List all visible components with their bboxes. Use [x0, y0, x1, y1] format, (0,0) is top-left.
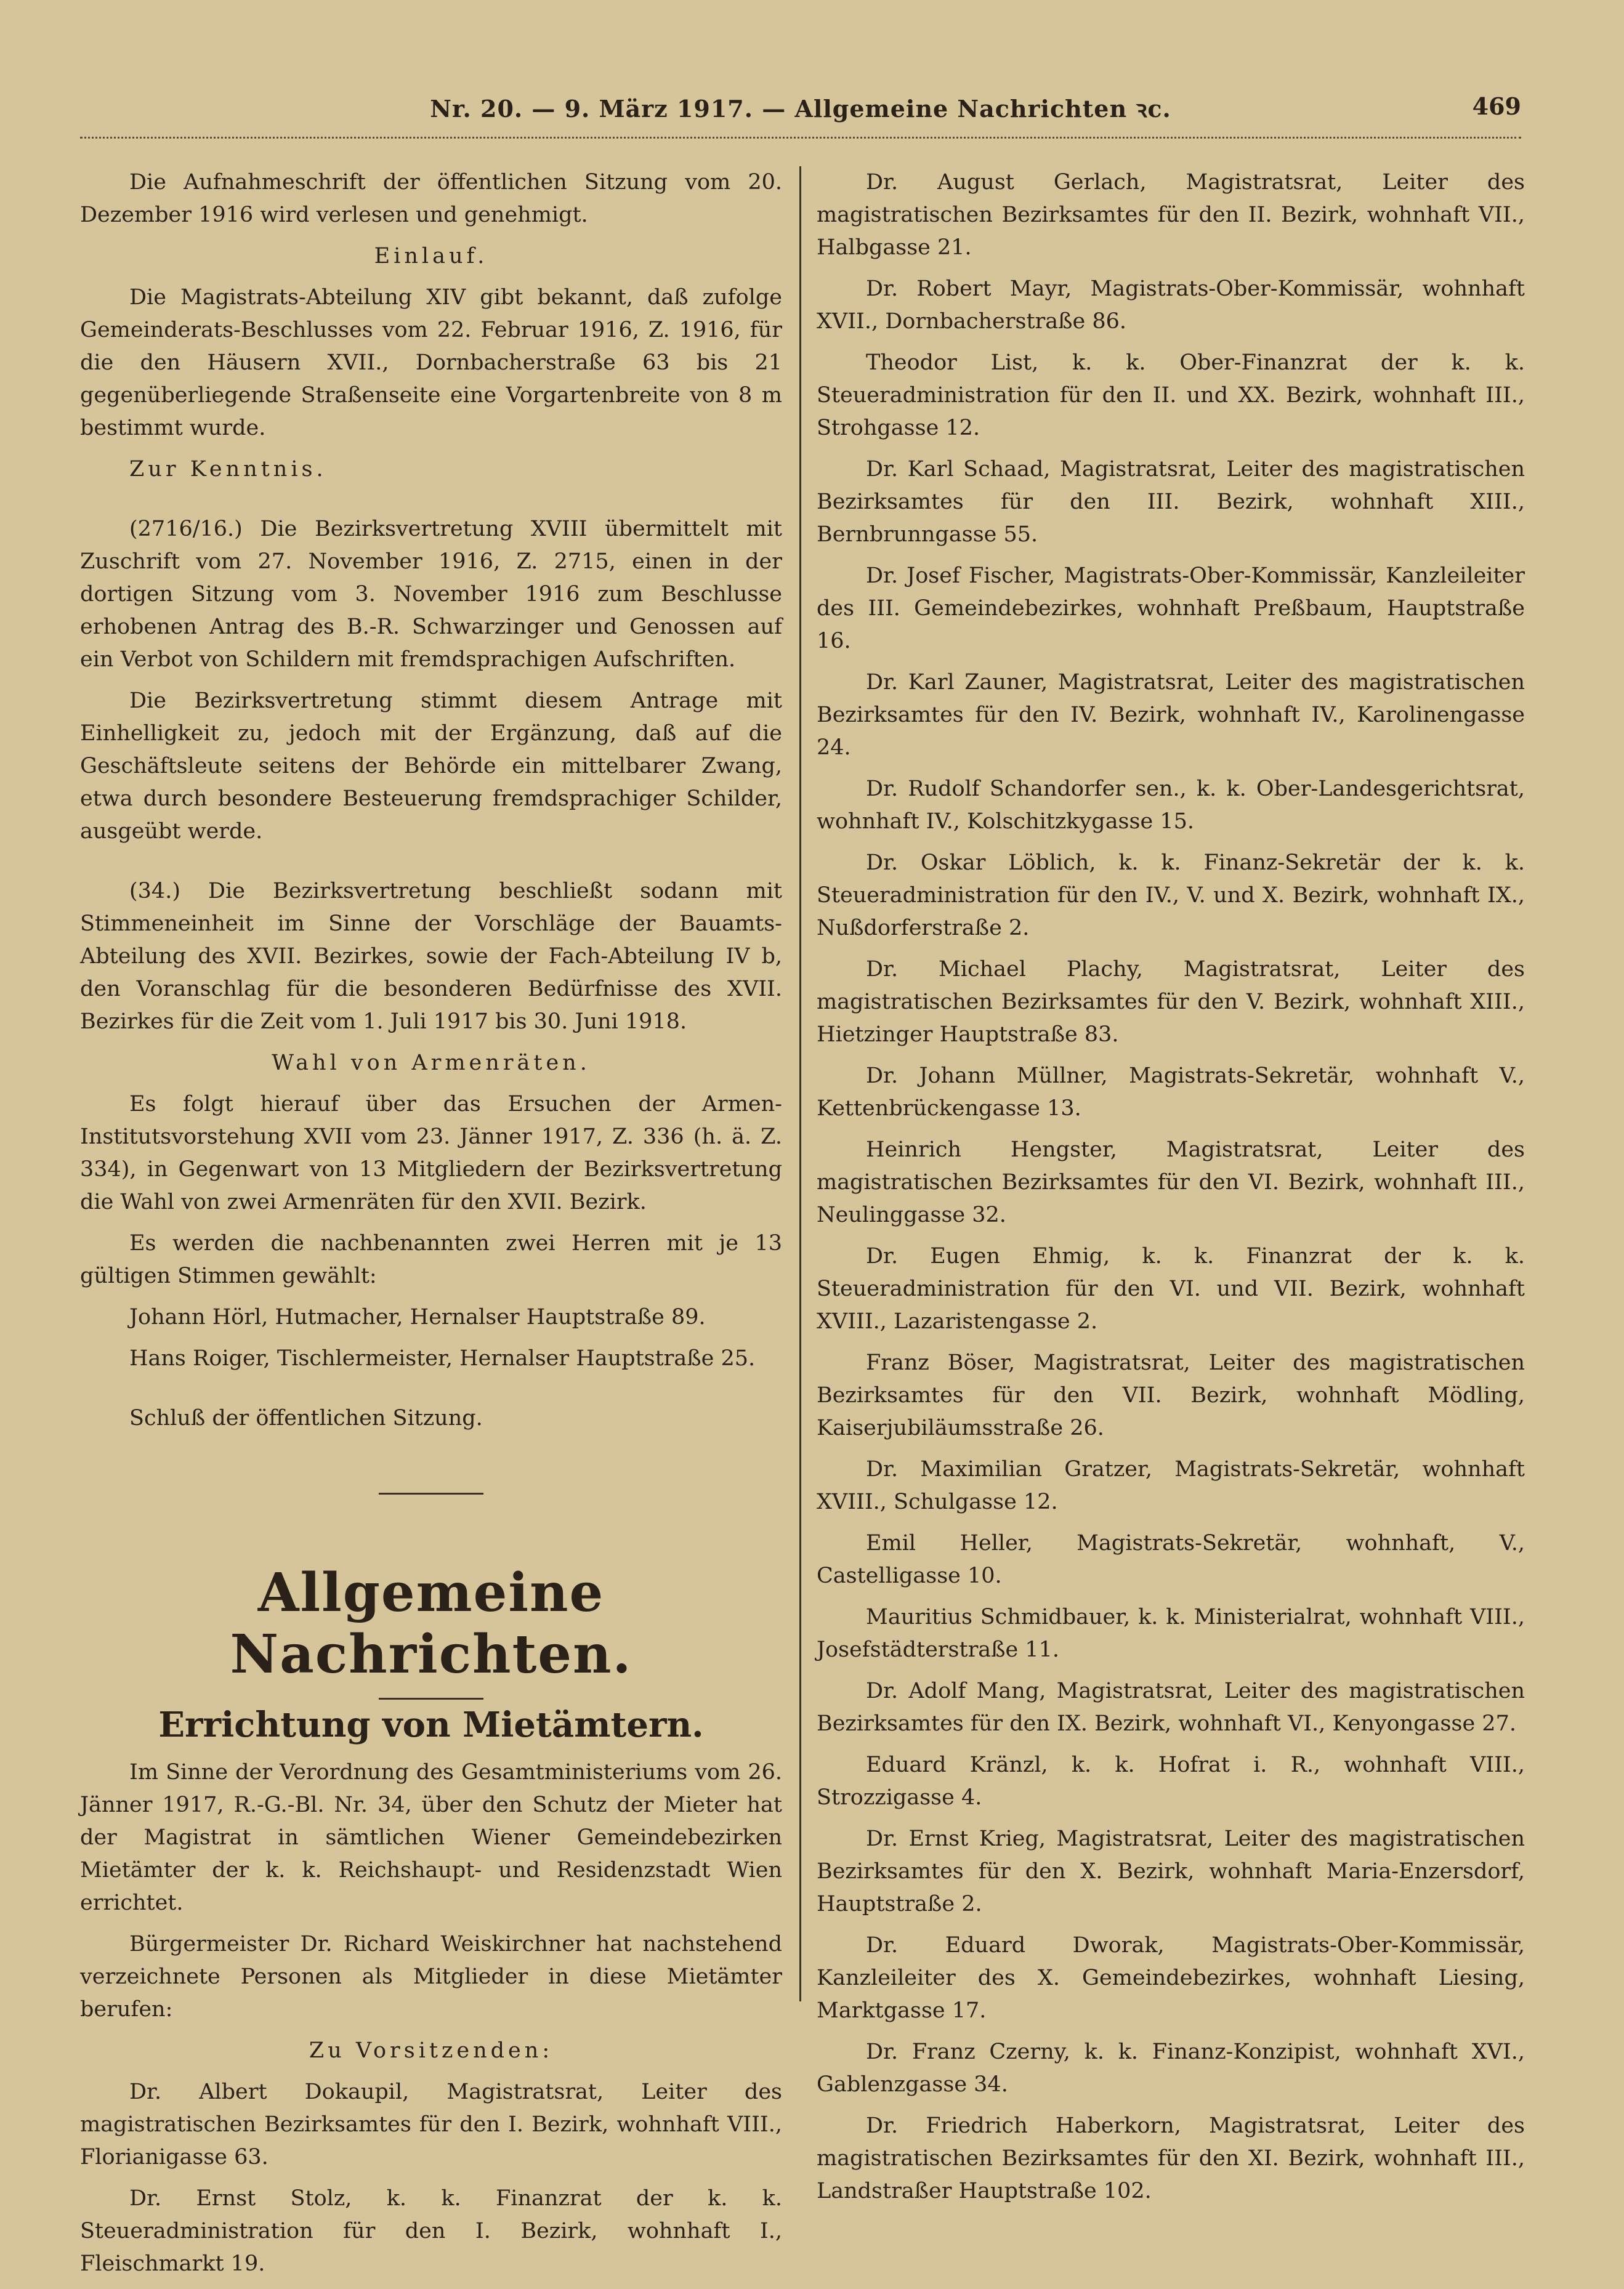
entry-czerny: Dr. Franz Czerny, k. k. Finanz-Konzipist, wohnhaft XVI., Gablenzgasse 34. — [817, 2040, 1525, 2097]
heading-wahl-armenraete: Wahl von Armenräten. — [272, 1051, 591, 1075]
article-title: Errichtung von Mietämtern. — [158, 1705, 704, 1745]
paragraph-2716: (2716/16.) Die Bezirksvertretung XVIII übermittelt mit Zuschrift vom 27. November 1916, Z. 2715, einen in der dortigen Sitzung vom 3. November 1916 zum Beschlusse erhobenen Antrag des B.-R. Schwarzinger und Genossen auf ein Verbot von Schildern mit fremdsprachigen Aufschriften. — [80, 517, 782, 672]
entry-list: Theodor List, k. k. Ober-Finanzrat der k. k. Steueradministration für den II. und XX. Bezirk, wohnhaft III., Strohgasse 12. — [817, 350, 1525, 440]
paragraph-magistrat-xiv: Die Magistrats-Abteilung XIV gibt bekannt, daß zufolge Gemeinderats-Beschlusses vom 22. Februar 1916, Z. 1916, für die den Häusern XVII., Dornbacherstraße 63 bis 21 gegenüberliegende Straßenseite eine Vorgartenbreite von 8 m bestimmt wurde. — [80, 285, 782, 440]
left-column — [80, 166, 782, 2289]
entry-ehmig: Dr. Eugen Ehmig, k. k. Finanzrat der k. k. Steueradministration für den VI. und VII. Bezirk, wohnhaft XVIII., Lazaristengasse 2. — [817, 1244, 1525, 1334]
entry-plachy: Dr. Michael Plachy, Magistratsrat, Leiter des magistratischen Bezirksamtes für den V. Bezirk, wohnhaft XIII., Hietzinger Hauptstraße 83. — [817, 957, 1525, 1047]
entry-dokaupil: Dr. Albert Dokaupil, Magistratsrat, Leiter des magistratischen Bezirksamtes für den I. Bezirk, wohnhaft VIII., Florianigasse 63. — [80, 2080, 782, 2170]
entry-muellner: Dr. Johann Müllner, Magistrats-Sekretär, wohnhaft V., Kettenbrückengasse 13. — [817, 1064, 1525, 1121]
paragraph-buergermeister: Bürgermeister Dr. Richard Weiskirchner hat nachstehend verzeichnete Personen als Mitglieder in diese Mietämter berufen: — [80, 1932, 782, 2022]
heading-zu-vorsitzenden: Zu Vorsitzenden: — [309, 2038, 554, 2063]
paragraph-johann-hoerl: Johann Hörl, Hutmacher, Hernalser Hauptstraße 89. — [129, 1305, 706, 1330]
entry-gerlach: Dr. August Gerlach, Magistratsrat, Leiter des magistratischen Bezirksamtes für den II. Bezirk, wohnhaft VII., Halbgasse 21. — [817, 170, 1525, 260]
heading-einlauf: Einlauf. — [374, 244, 488, 268]
paragraph-34: (34.) Die Bezirksvertretung beschließt sodann mit Stimmeneinheit im Sinne der Vorschläge der Bauamts-Abteilung des XVII. Bezirkes, sowie der Fach-Abteilung IV b, den Voranschlag für die besonderen Bedürfnisse des XVII. Bezirkes für die Zeit vom 1. Juli 1917 bis 30. Juni 1918. — [80, 879, 782, 1034]
entry-zauner: Dr. Karl Zauner, Magistratsrat, Leiter des magistratischen Bezirksamtes für den IV. Bezirk, wohnhaft IV., Karolinengasse 24. — [817, 670, 1525, 760]
header-rule — [80, 133, 1521, 139]
entry-mang: Dr. Adolf Mang, Magistratsrat, Leiter des magistratischen Bezirksamtes für den IX. Bezirk, wohnhaft VI., Kenyongasse 27. — [817, 1679, 1525, 1736]
paragraph-zur-kenntnis: Zur Kenntnis. — [129, 457, 327, 482]
page-number: 469 — [1472, 92, 1521, 120]
entry-schmidbauer: Mauritius Schmidbauer, k. k. Ministerialrat, wohnhaft VIII., Josefstädterstraße 11. — [817, 1605, 1525, 1662]
entry-haberkorn: Dr. Friedrich Haberkorn, Magistratsrat, Leiter des magistratischen Bezirksamtes für den XI. Bezirk, wohnhaft III., Landstraßer Hauptstraße 102. — [817, 2113, 1525, 2203]
paragraph-hans-roiger: Hans Roiger, Tischlermeister, Hernalser Hauptstraße 25. — [129, 1346, 756, 1371]
entry-kraenzl: Eduard Kränzl, k. k. Hofrat i. R., wohnhaft VIII., Strozzigasse 4. — [817, 1753, 1525, 1810]
section-title: Allgemeine Nachrichten. — [230, 1562, 632, 1685]
page-header — [80, 92, 1521, 129]
entry-krieg: Dr. Ernst Krieg, Magistratsrat, Leiter des magistratischen Bezirksamtes für den X. Bezirk, wohnhaft Maria-Enzersdorf, Hauptstraße 2. — [817, 1827, 1525, 1916]
entry-schandorfer: Dr. Rudolf Schandorfer sen., k. k. Ober-Landesgerichtsrat, wohnhaft IV., Kolschitzkygasse 15. — [817, 777, 1525, 834]
entry-stolz: Dr. Ernst Stolz, k. k. Finanzrat der k. k. Steueradministration für den I. Bezirk, wohnhaft I., Fleischmarkt 19. — [80, 2186, 782, 2276]
entry-boeser: Franz Böser, Magistratsrat, Leiter des magistratischen Bezirksamtes für den VII. Bezirk, wohnhaft Mödling, Kaiserjubiläumsstraße 26. — [817, 1350, 1525, 1440]
paragraph-schluss: Schluß der öffentlichen Sitzung. — [129, 1406, 483, 1431]
entry-mayr: Dr. Robert Mayr, Magistrats-Ober-Kommissär, wohnhaft XVII., Dornbacherstraße 86. — [817, 277, 1525, 334]
right-column — [817, 166, 1525, 2216]
entry-heller: Emil Heller, Magistrats-Sekretär, wohnhaft, V., Castelligasse 10. — [817, 1531, 1525, 1588]
entry-gratzer: Dr. Maximilian Gratzer, Magistrats-Sekretär, wohnhaft XVIII., Schulgasse 12. — [817, 1457, 1525, 1514]
paragraph-bezirksvertretung-stimmt: Die Bezirksvertretung stimmt diesem Antrage mit Einhelligkeit zu, jedoch mit der Ergänzung, daß auf die Geschäftsleute seitens der Behörde ein mittelbarer Zwang, etwa durch besondere Besteuerung fremdsprachiger Schilder, ausgeübt werde. — [80, 688, 782, 844]
entry-hengster: Heinrich Hengster, Magistratsrat, Leiter des magistratischen Bezirksamtes für den VI. Bezirk, wohnhaft III., Neulinggasse 32. — [817, 1137, 1525, 1227]
paragraph-armen-institut: Es folgt hierauf über das Ersuchen der Armen-Institutsvorstehung XVII vom 23. Jänner 1917, Z. 336 (h. ä. Z. 334), in Gegenwart von 13 Mitgliedern der Bezirksvertretung die Wahl von zwei Armenräten für den XVII. Bezirk. — [80, 1092, 782, 1214]
entry-dworak: Dr. Eduard Dworak, Magistrats-Ober-Kommissär, Kanzleileiter des X. Gemeindebezirkes, wohnhaft Liesing, Marktgasse 17. — [817, 1933, 1525, 2023]
entry-schaad: Dr. Karl Schaad, Magistratsrat, Leiter des magistratischen Bezirksamtes für den III. Bezirk, wohnhaft XIII., Bernbrunngasse 55. — [817, 457, 1525, 547]
entry-fischer: Dr. Josef Fischer, Magistrats-Ober-Kommissär, Kanzleileiter des III. Gemeindebezirkes, wohnhaft Preßbaum, Hauptstraße 16. — [817, 563, 1525, 653]
title-rule — [379, 1698, 483, 1700]
column-divider — [799, 166, 801, 2001]
paragraph-gewaehlt: Es werden die nachbenannten zwei Herren mit je 13 gültigen Stimmen gewählt: — [80, 1231, 782, 1288]
entry-loeblich: Dr. Oskar Löblich, k. k. Finanz-Sekretär der k. k. Steueradministration für den IV., V. und X. Bezirk, wohnhaft IX., Nußdorferstraße 2. — [817, 850, 1525, 940]
header-title: Nr. 20. — 9. März 1917. — Allgemeine Nachrichten ꝛc. — [430, 95, 1171, 123]
paragraph-minutes-approved: Die Aufnahmeschrift der öffentlichen Sitzung vom 20. Dezember 1916 wird verlesen und genehmigt. — [80, 170, 782, 227]
paragraph-verordnung: Im Sinne der Verordnung des Gesamtministeriums vom 26. Jänner 1917, R.-G.-Bl. Nr. 34, über den Schutz der Mieter hat der Magistrat in sämtlichen Wiener Gemeindebezirken Mietämter der k. k. Reichshaupt- und Residenzstadt Wien errichtet. — [80, 1760, 782, 1915]
